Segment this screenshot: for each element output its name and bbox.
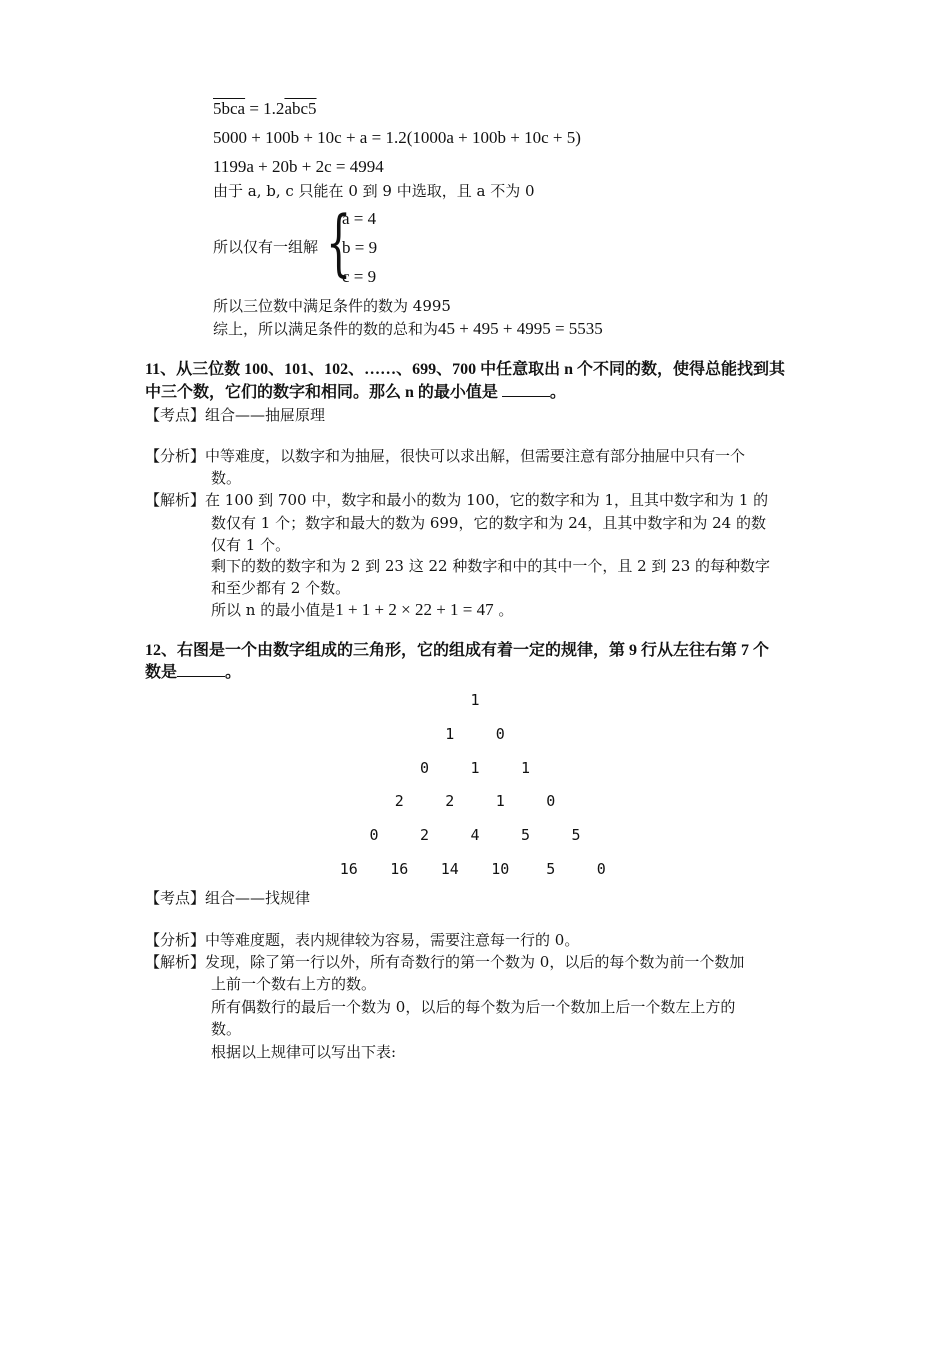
triangle-cell: 16 bbox=[339, 860, 358, 878]
triangle-cell: 2 bbox=[394, 792, 404, 811]
triangle-cell: 5 bbox=[571, 826, 581, 845]
q11-jiexi-line3: 仅有 1 个。 bbox=[211, 536, 291, 554]
overlined-number-5bca: 5bca bbox=[213, 99, 246, 118]
triangle-cell: 1 bbox=[445, 724, 455, 743]
triangle-cell: 0 bbox=[596, 860, 606, 878]
triangle-cell: 1 bbox=[470, 758, 480, 777]
q11-jiexi-line6: 所以 n 的最小值是1 + 1 + 2 × 22 + 1 = 47 。 bbox=[211, 600, 514, 619]
range-note: 由于 a, b, c 只能在 0 到 9 中选取，且 a 不为 0 bbox=[213, 182, 535, 200]
triangle-cell: 10 bbox=[491, 860, 510, 878]
fenxi-label: 【分析】 bbox=[145, 447, 206, 465]
triangle-cell: 1 bbox=[495, 792, 505, 811]
q11-jiexi-line5: 和至少都有 2 个数。 bbox=[211, 579, 351, 597]
triangle-cell: 1 bbox=[520, 758, 531, 777]
jiexi-label: 【解析】 bbox=[145, 953, 206, 971]
triangle-cell: 0 bbox=[495, 724, 505, 743]
triangle-cell: 5 bbox=[520, 826, 531, 845]
q12-kaodian: 【考点】组合——找规律 bbox=[145, 889, 311, 907]
only-one-solution-label: 所以仅有一组解 bbox=[213, 238, 319, 256]
triangle-cell: 0 bbox=[419, 758, 430, 777]
q11-title-line2: 中三个数，它们的数字和相同。那么 n 的最小值是 。 bbox=[145, 384, 566, 401]
triangle-cell: 1 bbox=[470, 691, 480, 709]
triangle-cell: 14 bbox=[440, 860, 459, 878]
q12-jiexi-line5: 根据以上规律可以写出下表: bbox=[211, 1043, 397, 1061]
equation-3: 1199a + 20b + 2c = 4994 bbox=[213, 157, 384, 176]
triangle-cell: 0 bbox=[546, 792, 556, 811]
solution-a: a = 4 bbox=[342, 209, 377, 228]
equation-1: 5bca = 1.2abc5 bbox=[213, 99, 317, 118]
q11-jiexi-line4: 剩下的数的数字和为 2 到 23 这 22 种数字和中的其中一个，且 2 到 23 的每种数字 bbox=[211, 557, 771, 575]
overlined-number-abc5: abc5 bbox=[284, 99, 317, 118]
triangle-cell: 2 bbox=[419, 826, 430, 845]
q12-jiexi-line4: 数。 bbox=[211, 1020, 242, 1038]
q12-jiexi-line3: 所有偶数行的最后一个数为 0，以后的每个数为后一个数加上后一个数左上方的 bbox=[211, 998, 736, 1016]
triangle-cell: 4 bbox=[470, 826, 480, 845]
kaodian-label: 【考点】 bbox=[145, 406, 206, 424]
triangle-cell: 0 bbox=[369, 826, 379, 845]
three-digit-result: 所以三位数中满足条件的数为 4995 bbox=[213, 297, 451, 315]
summary-equation: 45 + 495 + 4995 = 5535 bbox=[438, 319, 603, 338]
q11-fenxi-line2: 数。 bbox=[211, 469, 242, 487]
q12-title-line1: 12、右图是一个由数字组成的三角形，它的组成有着一定的规律，第 9 行从左往右第 7 个 bbox=[145, 642, 770, 659]
triangle-cell: 2 bbox=[445, 792, 455, 811]
summary-line: 综上，所以满足条件的数的总和为45 + 495 + 4995 = 5535 bbox=[213, 319, 603, 338]
equation-2: 5000 + 100b + 10c + a = 1.2(1000a + 100b + 10c + 5) bbox=[213, 128, 581, 147]
q11-jiexi-line2: 数仅有 1 个；数字和最大的数为 699，它的数字和为 24，且其中数字和为 24 的数 bbox=[211, 514, 766, 532]
min-n-equation: 1 + 1 + 2 × 22 + 1 = 47 bbox=[335, 600, 494, 619]
q12-title-line2: 数是 。 bbox=[145, 664, 242, 681]
answer-blank bbox=[502, 382, 550, 397]
left-brace: { bbox=[326, 200, 352, 284]
q12-jiexi-line1: 【解析】发现，除了第一行以外，所有奇数行的第一个数为 0，以后的每个数为前一个数加 bbox=[145, 953, 745, 971]
solution-c: c = 9 bbox=[342, 267, 377, 286]
jiexi-label: 【解析】 bbox=[145, 491, 206, 509]
triangle-cell: 16 bbox=[390, 860, 409, 878]
q11-kaodian: 【考点】组合——抽屉原理 bbox=[145, 406, 326, 424]
q11-title-line1: 11、从三位数 100、101、102、……、699、700 中任意取出 n 个不同的数，使得总能找到其 bbox=[145, 361, 786, 378]
q11-fenxi-line1: 【分析】中等难度，以数字和为抽屉，很快可以求出解，但需要注意有部分抽屉中只有一个 bbox=[145, 447, 746, 465]
q12-jiexi-line2: 上前一个数右上方的数。 bbox=[211, 975, 377, 993]
q11-jiexi-line1: 【解析】在 100 到 700 中，数字和最小的数为 100，它的数字和为 1，且其中数字和为 1 的 bbox=[145, 491, 769, 509]
solution-b: b = 9 bbox=[342, 238, 378, 257]
triangle-cell: 5 bbox=[546, 860, 556, 878]
fenxi-label: 【分析】 bbox=[145, 931, 206, 949]
answer-blank bbox=[177, 662, 225, 677]
q12-fenxi: 【分析】中等难度题，表内规律较为容易，需要注意每一行的 0。 bbox=[145, 931, 580, 949]
kaodian-label: 【考点】 bbox=[145, 889, 206, 907]
